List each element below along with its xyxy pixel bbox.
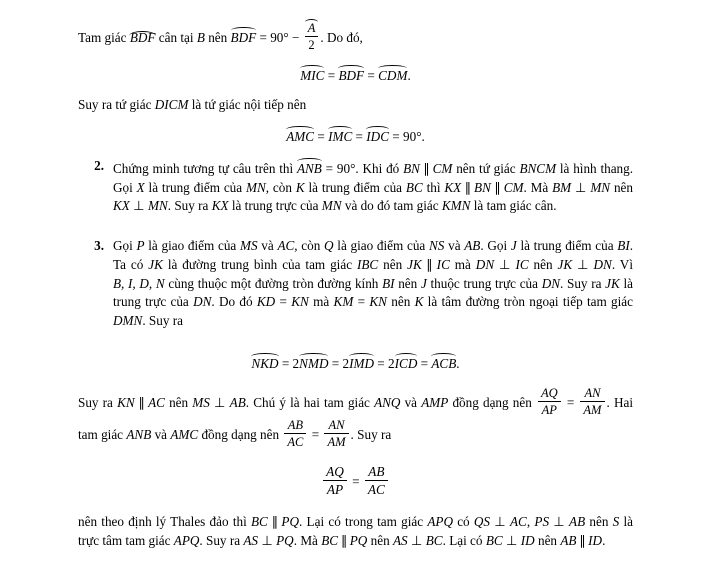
math-apq: APQ [427,514,453,530]
text: và [444,238,465,254]
text: mà [449,256,476,272]
degree-symbol: ° [416,128,422,144]
text: , [526,514,535,530]
math-kn: KN [291,294,309,310]
math-bc: BC [425,532,443,548]
math-dn: DN [193,294,212,310]
math-anb: ANB [126,426,152,442]
text: nên [204,30,231,46]
math-dmn: DMN [113,313,143,329]
text: là giao điểm của [333,238,429,254]
fraction-numerator: AN [324,418,348,434]
math-ns: NS [429,238,445,254]
text: đồng dạng nên [448,395,536,411]
item-number: 2. [94,157,104,173]
text: nên [378,256,408,272]
text: . Ta có [113,238,634,272]
text: . Suy ra [560,275,606,291]
text: và do đó tam giác [341,198,442,214]
math-p: P [136,238,145,254]
math-km: KM [333,294,354,310]
item-number: 3. [94,238,104,254]
math-kx: KX [113,198,130,214]
fraction-numerator: AB [365,464,388,481]
fraction-denominator: 2 [308,38,315,53]
math-jk: JK [557,256,573,272]
text: và [257,238,278,254]
math-dicm: DICM [154,97,189,112]
degree-symbol: ° [350,160,356,176]
text: − [288,30,303,46]
fraction-a-over-2 [305,18,319,53]
math-mn: MN [245,179,266,195]
math-ps: PS [534,514,550,530]
math-kd: KD [256,294,276,310]
math-as: AS [392,532,408,548]
text: nên tứ giác [452,160,520,176]
math-apq: APQ [173,532,200,548]
text: nên [585,514,613,530]
text: . Suy ra [167,198,212,214]
text: là tâm đường tròn ngoại tiếp tam giác [423,294,633,310]
text: = [417,355,432,371]
paragraph-bdf-isosceles [78,18,633,53]
text: nên theo định lý Thales đảo thì [78,514,251,530]
text: là tam giác cân. [470,198,557,214]
text: . [456,355,460,371]
text: = [562,395,579,411]
math-bc: BC [485,532,503,548]
parallel-symbol: ∥ [490,179,504,195]
fraction-denominator: AC [367,481,385,497]
parallel-symbol: ∥ [461,179,475,195]
math-bc: BC [405,179,423,195]
math-j: J [420,275,427,291]
text: . Suy ra [199,532,244,548]
math-bidn: B, I, D, N [113,275,165,291]
math-ms: MS [239,238,258,254]
math-dn: DN [475,256,495,272]
text: là giao điểm của [144,238,240,254]
text: = [353,294,370,310]
angle-icd: ICD [395,352,418,372]
math-ab: AB [560,532,577,548]
parallel-symbol: ∥ [134,395,149,411]
text: là trung trực của [113,275,633,310]
text: nên [610,179,633,195]
fraction-denominator: AM [583,403,602,418]
text: đồng dạng nên [198,426,283,442]
text: = [308,426,323,442]
text: = 2 [374,355,395,371]
text: Suy ra tứ giác [78,97,155,112]
math-jk: JK [148,256,163,272]
math-as: AS [243,532,259,548]
text: nên [367,532,393,548]
fraction-numerator: AB [284,418,306,434]
parallel-symbol: ∥ [421,256,437,272]
text: . Gọi [480,238,511,254]
math-kn: KN [117,395,135,411]
fraction-denominator: AC [287,435,304,450]
fraction-denominator: AM [327,435,346,450]
text: . Lại có [442,532,486,548]
text: có [452,514,474,530]
math-ic: IC [436,256,450,272]
fraction-denominator: AP [541,403,557,418]
angle-amc: AMC [286,125,314,145]
text: . [421,128,425,144]
text: = [275,294,292,310]
math-kn: KN [369,294,387,310]
perpendicular-symbol: ⊥ [571,179,591,195]
parallel-symbol: ∥ [338,532,350,548]
text: nên [528,256,558,272]
math-j: J [510,238,517,254]
parallel-symbol: ∥ [576,532,589,548]
fraction-an-am [324,418,348,450]
text: . [407,67,411,83]
math-pq: PQ [276,532,294,548]
math-ibc: IBC [356,256,379,272]
fraction-denominator: AP [326,481,344,497]
math-x: X [136,179,145,195]
math-jk: JK [605,275,620,291]
text: là trung điểm của [516,238,618,254]
text: là trực tâm tam giác [78,514,634,548]
perpendicular-symbol: ⊥ [209,395,230,411]
math-id: ID [588,532,603,548]
text: Gọi [113,238,137,254]
fraction-an-am [580,386,604,418]
text: = 90 [256,30,284,46]
text: = 2 [278,355,300,371]
math-id: ID [520,532,535,548]
text: mà [308,294,334,310]
math-bn: BN [474,179,491,195]
text: , còn [265,179,296,195]
text: và [151,426,171,442]
paragraph-thales-conclusion [78,513,633,550]
math-ic: IC [515,256,529,272]
math-kx: KX [211,198,229,214]
text: = [324,67,339,83]
text: nên [534,532,561,548]
fraction-numerator: AN [580,386,604,402]
text: là hình thang. Gọi [113,160,634,195]
text: là trung điểm của [304,179,406,195]
angle-nkd: NKD [251,352,278,372]
math-dn: DN [593,256,612,272]
text: . [602,532,606,548]
list-item [78,157,633,225]
math-kx: KX [444,179,462,195]
text: . Lại có trong tam giác [299,514,428,530]
text: là tứ giác nội tiếp nên [188,97,307,112]
text: . Chú ý là hai tam giác [245,395,375,411]
math-cm: CM [432,160,453,176]
math-anq: ANQ [374,395,401,411]
display-equation-nkd [78,352,633,372]
text: Tam giác [78,30,130,46]
math-kmn: KMN [441,198,471,214]
fraction-numerator: A [305,18,319,37]
text: = 90 [389,128,417,144]
display-equation-amc [78,125,633,145]
math-ab: AB [229,395,246,411]
fraction-aq-ap [323,464,347,498]
text: cân tại [155,30,197,46]
math-ab: AB [464,238,481,254]
perpendicular-symbol: ⊥ [490,514,510,530]
angle-nmd: NMD [299,352,328,372]
text: Suy ra [78,395,118,411]
math-ab: AB [569,514,586,530]
text: thì [422,179,445,195]
angle-bdf: BDF [231,26,257,48]
angle-acb: ACB [431,352,456,372]
text: là đường trung bình của tam giác [162,256,357,272]
text: . Suy ra [350,426,392,442]
perpendicular-symbol: ⊥ [494,256,516,272]
math-bi: BI [617,238,630,254]
math-bncm: BNCM [519,160,557,176]
math-dn: DN [541,275,561,291]
perpendicular-symbol: ⊥ [572,256,594,272]
angle-cdm: CDM [378,64,407,84]
text: . Do đó, [320,30,363,46]
parallel-symbol: ∥ [267,514,282,530]
angle-anb: ANB [297,157,322,179]
text: là trung điểm của [144,179,246,195]
display-equation-mic [78,64,633,84]
text: nên [164,395,193,411]
text: = [314,128,329,144]
text: thuộc trung trực của [426,275,542,291]
paragraph-dicm-cyclic [78,96,633,115]
text: = [364,67,379,83]
text: . Hai tam giác [78,395,633,442]
math-bm: BM [552,179,572,195]
math-ac: AC [277,238,295,254]
math-q: Q [324,238,334,254]
text: nên [386,294,415,310]
angle-imd: IMD [349,352,374,372]
perpendicular-symbol: ⊥ [502,532,521,548]
list-item [78,237,633,340]
math-bc: BC [250,514,268,530]
degree-symbol: ° [283,30,289,46]
fraction-aq-ap [538,386,561,418]
angle-bdf: BDF [338,64,364,84]
perpendicular-symbol: ⊥ [258,532,277,548]
perpendicular-symbol: ⊥ [407,532,426,548]
math-ac: AC [148,395,165,411]
math-s: S [612,514,620,530]
angle-imc: IMC [328,125,352,145]
item-body-3 [113,237,633,331]
math-bc: BC [321,532,339,548]
math-mn: MN [321,198,342,214]
fraction-numerator: AQ [323,464,347,481]
text: nên [394,275,421,291]
text: = 90 [321,160,351,176]
text: , còn [294,238,325,254]
text: và [400,395,422,411]
text: = [348,473,363,489]
math-ms: MS [192,395,210,411]
text: = [352,128,367,144]
math-ac: AC [509,514,527,530]
text: Chứng minh tương tự câu trên thì [113,160,297,176]
display-equation-aq-ap [78,464,633,498]
math-amc: AMC [170,426,199,442]
text: là trung trực của [228,198,322,214]
document-content [78,18,633,560]
math-amp: AMP [421,395,449,411]
math-bdf: BDF [130,29,156,48]
perpendicular-symbol: ⊥ [549,514,570,530]
fraction-ab-ac [365,464,388,498]
angle-idc: IDC [366,125,389,145]
math-bn: BN [403,160,420,176]
parallel-symbol: ∥ [419,160,433,176]
perpendicular-symbol: ⊥ [129,198,148,214]
text: . Suy ra [142,313,183,329]
text: . Do đó [211,294,257,310]
text: . Mà [293,532,322,548]
text: cùng thuộc một đường tròn đường kính [164,275,383,291]
math-pq: PQ [349,532,368,548]
math-k: K [295,179,305,195]
math-pq: PQ [281,514,300,530]
math-jk: JK [407,256,422,272]
text: = 2 [328,355,350,371]
text: . Khi đó [355,160,404,176]
paragraph-similar-triangles [78,386,633,450]
math-mn: MN [590,179,611,195]
fraction-ab-ac [284,418,306,450]
math-cm: CM [503,179,524,195]
angle-mic: MIC [300,64,324,84]
text: . Mà [523,179,553,195]
math-b: B [196,30,205,46]
fraction-numerator: AQ [538,386,561,402]
item-body-2 [113,157,633,216]
math-bi: BI [382,275,395,291]
math-qs: QS [473,514,491,530]
math-mn: MN [147,198,168,214]
text: . Vì [611,256,633,272]
math-k: K [414,294,424,310]
